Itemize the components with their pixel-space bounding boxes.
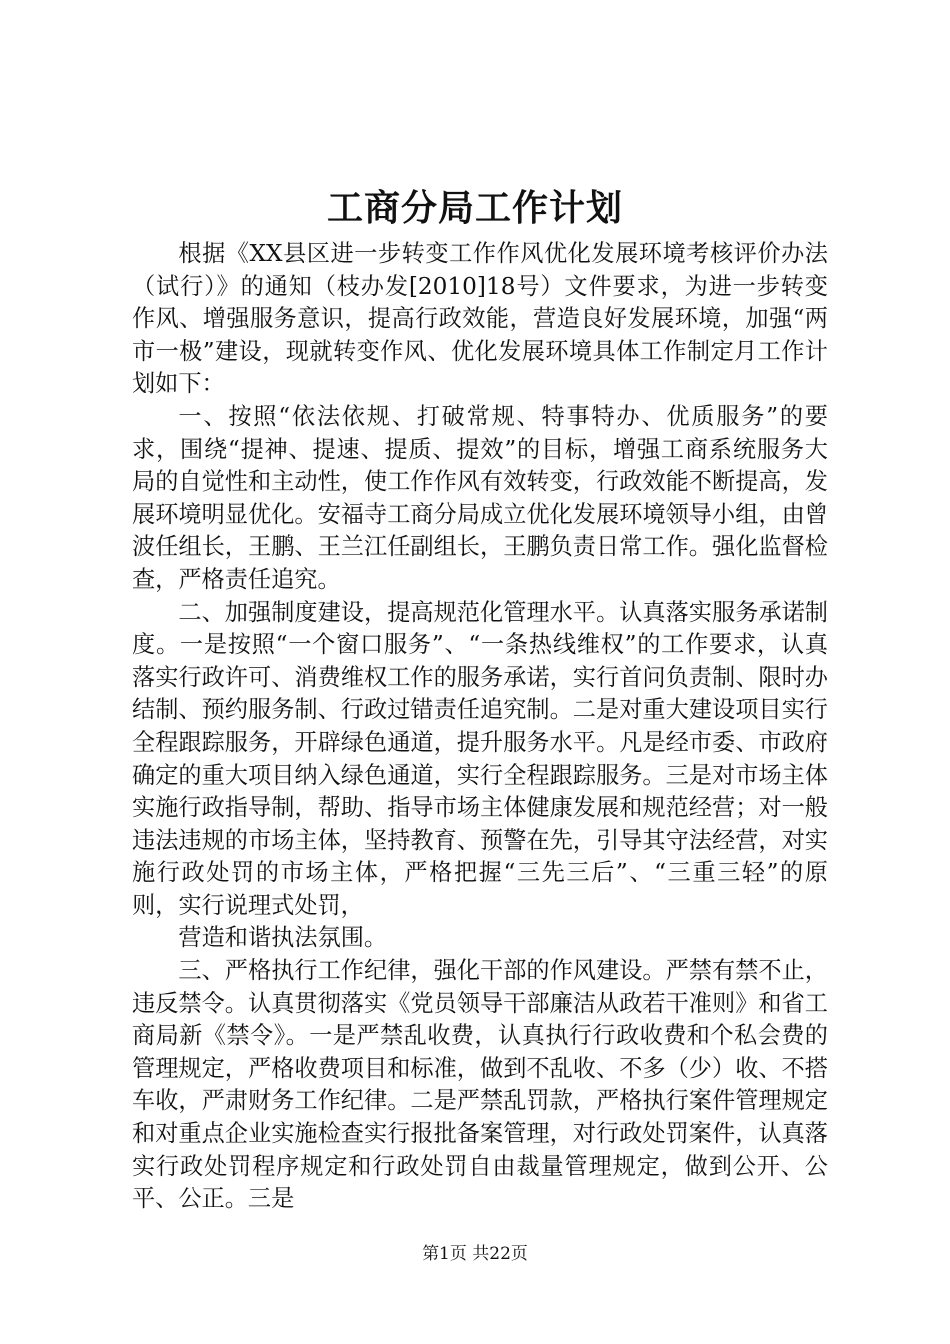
paragraph-section-2: 二、加强制度建设，提高规范化管理水平。认真落实服务承诺制度。一是按照“一个窗口服务”、“一条热线维权”的工作要求，认真落实行政许可、消费维权工作的服务承诺，实行首问负责制、限时办结制、预约服务制、行政过错责任追究制。二是对重大建设项目实行全程跟踪服务，开辟绿色通道，提升服务水平。凡是经市委、市政府确定的重大项目纳入绿色通道，实行全程跟踪服务。三是对市场主体实施行政指导制，帮助、指导市场主体健康发展和规范经营；对一般违法违规的市场主体，坚持教育、预警在先，引导其守法经营，对实施行政处罚的市场主体，严格把握“三先三后”、“三重三轻”的原则，实行说理式处罚， — [132, 598, 828, 919]
paragraph-section-3: 三、严格执行工作纪律，强化干部的作风建设。严禁有禁不止，违反禁令。认真贯彻落实《党员领导干部廉洁从政若干准则》和省工商局新《禁令》。一是严禁乱收费，认真执行行政收费和个私会费的管理规定，严格收费项目和标准，做到不乱收、不多（少）收、不搭车收，严肃财务工作纪律。二是严禁乱罚款，严格执行案件管理规定和对重点企业实施检查实行报批备案管理，对行政处罚案件，认真落实行政处罚程序规定和行政处罚自由裁量管理规定，做到公开、公平、公正。三是 — [132, 957, 828, 1213]
document-body — [132, 238, 828, 1216]
document-title: 工商分局工作计划 — [326, 187, 623, 229]
paragraph-intro: 根据《XX县区进一步转变工作作风优化发展环境考核评价办法（试行）》的通知（枝办发[2010]18号）文件要求，为进一步转变作风、增强服务意识，提高行政效能，营造良好发展环境，加强“两市一极”建设，现就转变作风、优化发展环境具体工作制定月工作计划如下： — [132, 240, 828, 398]
paragraph-section-1: 一、按照“依法依规、打破常规、特事特办、优质服务”的要求，围绕“提神、提速、提质、提效”的目标，增强工商系统服务大局的自觉性和主动性，使工作作风有效转变，行政效能不断提高，发展环境明显优化。安福寺工商分局成立优化发展环境领导小组，由曾波任组长，王鹏、王兰江任副组长，王鹏负责日常工作。强化监督检查，严格责任追究。 — [132, 402, 828, 593]
paragraph-continuation: 营造和谐执法氛围。 — [178, 924, 388, 952]
page-number-footer: 第1页 共22页 — [422, 1244, 528, 1264]
